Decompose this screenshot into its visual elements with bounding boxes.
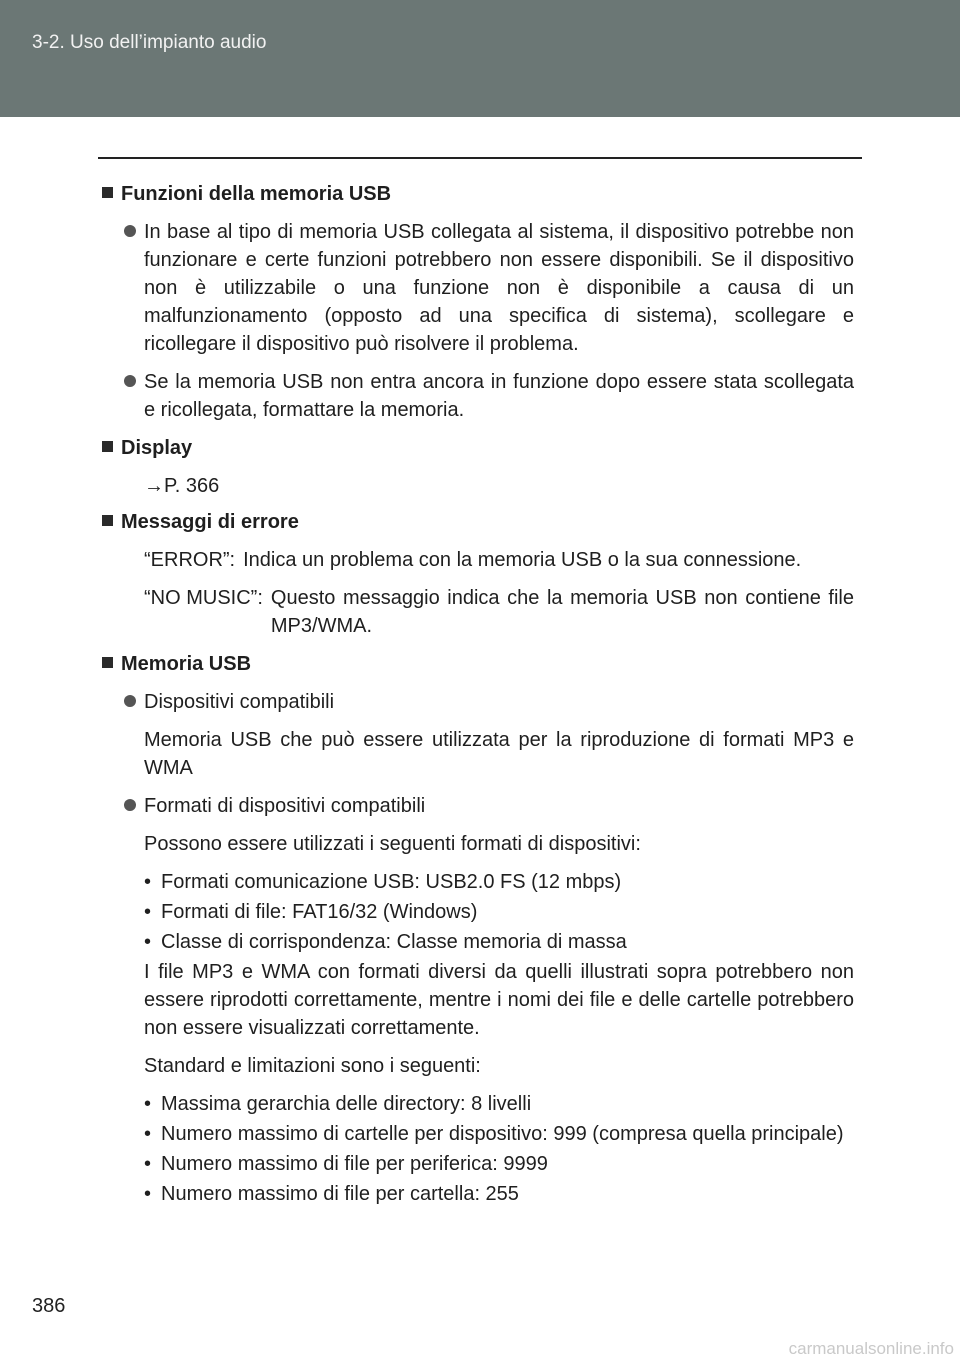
heading-display: Display bbox=[102, 434, 854, 462]
heading-error-messages: Messaggi di errore bbox=[102, 508, 854, 536]
list-item: • Numero massimo di file per periferica: 9999 bbox=[144, 1153, 548, 1175]
error-entry bbox=[144, 584, 854, 640]
paragraph: Standard e limitazioni sono i seguenti: bbox=[144, 1055, 481, 1077]
page-number: 386 bbox=[32, 1295, 66, 1317]
list-item: • Formati di file: FAT16/32 (Windows) bbox=[144, 901, 478, 923]
square-bullet-icon bbox=[102, 441, 113, 452]
error-code: “ERROR”: bbox=[144, 549, 236, 571]
list-item: Dispositivi compatibili bbox=[124, 688, 854, 716]
list-item: • Numero massimo di file per cartella: 255 bbox=[144, 1183, 519, 1205]
round-bullet-icon bbox=[124, 375, 136, 387]
page-header bbox=[0, 0, 960, 117]
section-title: 3-2. Uso dell’impianto audio bbox=[32, 32, 267, 53]
list-item: • Formati comunicazione USB: USB2.0 FS (12 mbps) bbox=[144, 871, 622, 893]
error-code: “NO MUSIC”: bbox=[144, 587, 263, 609]
page-reference-link[interactable]: →P. 366 bbox=[144, 475, 220, 497]
paragraph: Possono essere utilizzati i seguenti formati di dispositivi: bbox=[144, 833, 641, 855]
round-bullet-icon bbox=[124, 799, 136, 811]
paragraph: Memoria USB che può essere utilizzata per la riproduzione di formati MP3 e WMA bbox=[144, 729, 854, 779]
error-description: Indica un problema con la memoria USB o la sua connessione. bbox=[243, 549, 802, 571]
divider-rule bbox=[98, 157, 862, 159]
square-bullet-icon bbox=[102, 187, 113, 198]
round-bullet-icon bbox=[124, 695, 136, 707]
list-item: Se la memoria USB non entra ancora in funzione dopo essere stata scollegata e ricollegata, formattare la memoria. bbox=[124, 368, 854, 424]
watermark: carmanualsonline.info bbox=[788, 1339, 954, 1358]
paragraph: I file MP3 e WMA con formati diversi da quelli illustrati sopra potrebbero non essere riprodotti correttamente, mentre i nomi dei file e delle cartelle potrebbero non essere visualizzati correttamente. bbox=[144, 961, 854, 1039]
page-content bbox=[102, 180, 854, 1210]
square-bullet-icon bbox=[102, 515, 113, 526]
round-bullet-icon bbox=[124, 225, 136, 237]
list-item: Formati di dispositivi compatibili bbox=[124, 792, 854, 820]
heading-usb-memory: Memoria USB bbox=[102, 650, 854, 678]
list-item: • Classe di corrispondenza: Classe memoria di massa bbox=[144, 931, 627, 953]
error-entry bbox=[144, 546, 854, 574]
list-item: In base al tipo di memoria USB collegata al sistema, il dispositivo potrebbe non funzionare e certe funzioni potrebbero non essere disponibili. Se il dispositivo non è utilizzabile o una funzione non è disponibile a causa di un malfunzionamento (opposto ad una specifica di sistema), scollegare e ricollegare il dispositivo può risolvere il problema. bbox=[124, 218, 854, 358]
error-description: Questo messaggio indica che la memoria USB non contiene file MP3/WMA. bbox=[270, 587, 854, 637]
list-item: • Massima gerarchia delle directory: 8 livelli bbox=[144, 1093, 532, 1115]
list-item: • Numero massimo di cartelle per dispositivo: 999 (compresa quella principale) bbox=[144, 1123, 844, 1145]
heading-usb-functions: Funzioni della memoria USB bbox=[102, 180, 854, 208]
square-bullet-icon bbox=[102, 657, 113, 668]
